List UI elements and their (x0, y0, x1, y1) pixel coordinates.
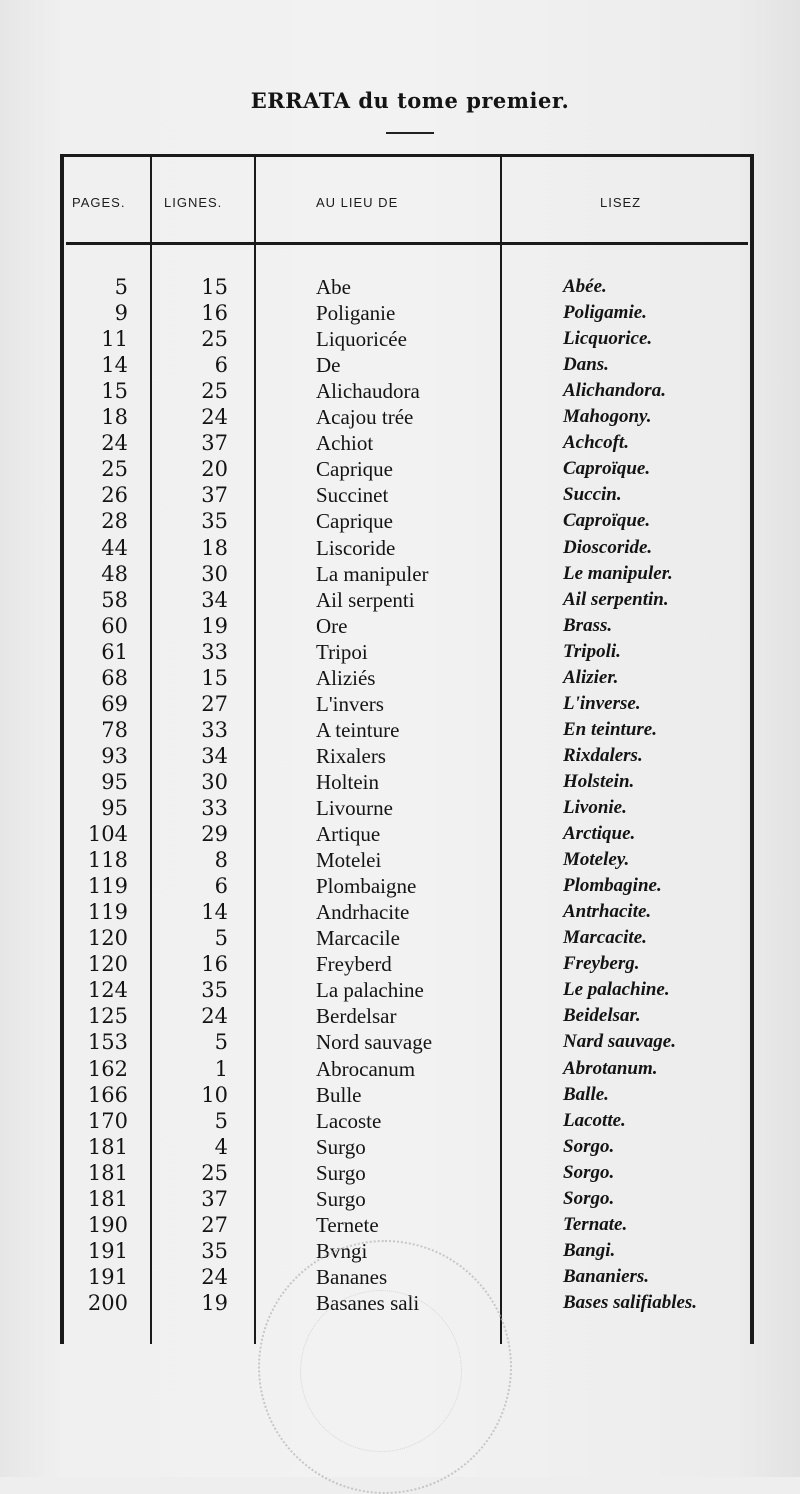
cell-ligne: 33 (201, 796, 228, 820)
table-row (0, 795, 800, 821)
cell-lisez: Achcoft. (563, 432, 629, 454)
cell-au-lieu-de: Caprique (316, 457, 393, 482)
cell-au-lieu-de: Lacoste (316, 1108, 382, 1133)
cell-ligne: 15 (201, 665, 228, 690)
cell-lisez: Moteley. (563, 849, 630, 871)
header-au-lieu-de: AU LIEU DE (316, 195, 399, 210)
page-title: ERRATA du tome premier. (250, 88, 570, 113)
table-row (0, 1056, 800, 1082)
cell-ligne: 33 (201, 639, 228, 664)
cell-ligne: 35 (201, 1238, 228, 1263)
cell-lisez: Caproïque. (563, 510, 651, 532)
cell-ligne: 6 (214, 353, 228, 378)
cell-lisez: Lacotte. (563, 1109, 626, 1131)
cell-page: 68 (101, 665, 128, 690)
cell-page: 44 (101, 535, 128, 560)
cell-lisez: L'inverse. (563, 692, 641, 714)
cell-lisez: Sorgo. (563, 1161, 615, 1183)
table-row (0, 1212, 800, 1238)
cell-page: 25 (101, 457, 128, 482)
cell-au-lieu-de: De (316, 353, 341, 378)
library-stamp-inner (300, 1290, 462, 1452)
table-row (0, 977, 800, 1003)
cell-au-lieu-de: Liscoride (316, 535, 396, 560)
table-row (0, 847, 800, 873)
cell-page: 93 (101, 743, 128, 768)
table-row (0, 326, 800, 352)
cell-page: 119 (87, 874, 128, 899)
cell-ligne: 24 (201, 1004, 228, 1029)
table-row (0, 1186, 800, 1212)
cell-lisez: Holstein. (563, 770, 635, 792)
table-row (0, 613, 800, 639)
cell-lisez: Livonie. (563, 797, 627, 818)
cell-au-lieu-de: La manipuler (316, 561, 429, 586)
cell-page: 124 (87, 978, 128, 1003)
cell-page: 60 (101, 613, 128, 638)
cell-au-lieu-de: A teinture (316, 717, 400, 742)
cell-au-lieu-de: Ail serpenti (316, 587, 415, 612)
cell-page: 120 (87, 952, 128, 977)
table-row (0, 1003, 800, 1029)
cell-page: 200 (87, 1290, 128, 1315)
cell-ligne: 6 (214, 874, 228, 899)
cell-ligne: 30 (201, 561, 228, 586)
cell-lisez: Ail serpentin. (563, 588, 669, 610)
cell-au-lieu-de: Bvngi (316, 1238, 368, 1263)
cell-ligne: 34 (201, 587, 228, 612)
cell-ligne: 10 (201, 1082, 228, 1107)
table-row (0, 1082, 800, 1108)
cell-page: 95 (101, 796, 128, 820)
table-row (0, 1160, 800, 1186)
cell-au-lieu-de: Abe (316, 275, 351, 299)
cell-au-lieu-de: Plombaigne (316, 874, 417, 899)
cell-lisez: Plombagine. (563, 875, 662, 897)
table-row (0, 873, 800, 899)
cell-ligne: 15 (201, 275, 228, 299)
table-row (0, 300, 800, 326)
cell-page: 15 (101, 379, 128, 404)
cell-lisez: Bananiers. (563, 1265, 650, 1287)
cell-au-lieu-de: Surgo (316, 1186, 366, 1211)
cell-au-lieu-de: Poliganie (316, 301, 396, 326)
cell-au-lieu-de: Abrocanum (316, 1056, 416, 1081)
cell-lisez: Ternate. (563, 1213, 628, 1235)
header-lignes: LIGNES. (164, 195, 223, 210)
cell-page: 120 (87, 926, 128, 951)
cell-au-lieu-de: Achiot (316, 431, 374, 456)
cell-ligne: 1 (214, 1056, 228, 1081)
cell-page: 58 (101, 587, 128, 612)
cell-ligne: 16 (201, 952, 228, 977)
cell-lisez: Le manipuler. (563, 562, 673, 584)
cell-au-lieu-de: Liquoricée (316, 327, 407, 352)
cell-page: 181 (87, 1186, 128, 1211)
cell-au-lieu-de: Artique (316, 822, 381, 847)
cell-ligne: 25 (201, 379, 228, 404)
cell-page: 14 (101, 353, 128, 378)
cell-au-lieu-de: Caprique (316, 509, 393, 534)
cell-ligne: 27 (201, 1212, 228, 1237)
cell-ligne: 24 (201, 1264, 228, 1289)
cell-page: 119 (87, 900, 128, 925)
table-row (0, 456, 800, 482)
cell-page: 11 (101, 327, 128, 352)
table-row (0, 274, 800, 300)
cell-ligne: 37 (201, 483, 228, 508)
cell-lisez: Poligamie. (563, 302, 647, 324)
table-row (0, 717, 800, 743)
cell-ligne: 25 (201, 1160, 228, 1185)
cell-lisez: Beidelsar. (563, 1005, 641, 1027)
cell-ligne: 5 (214, 1030, 228, 1055)
cell-page: 5 (114, 275, 128, 299)
cell-ligne: 34 (201, 743, 228, 768)
cell-lisez: Caproïque. (563, 458, 651, 480)
cell-lisez: Brass. (563, 614, 613, 636)
cell-ligne: 25 (201, 327, 228, 352)
cell-page: 61 (101, 639, 128, 664)
cell-ligne: 14 (201, 900, 228, 925)
cell-page: 9 (114, 301, 128, 326)
cell-lisez: Licquorice. (563, 328, 653, 350)
cell-page: 24 (101, 431, 128, 456)
header-pages: PAGES. (72, 195, 126, 210)
cell-lisez: Dioscoride. (563, 536, 653, 558)
cell-ligne: 35 (201, 509, 228, 534)
cell-ligne: 16 (201, 301, 228, 326)
cell-ligne: 8 (214, 848, 228, 873)
cell-lisez: Sorgo. (563, 1187, 615, 1209)
cell-au-lieu-de: Berdelsar (316, 1004, 397, 1029)
cell-au-lieu-de: Bulle (316, 1082, 362, 1107)
cell-au-lieu-de: Motelei (316, 848, 382, 873)
cell-lisez: Nard sauvage. (563, 1031, 676, 1053)
cell-lisez: Arctique. (563, 823, 636, 845)
table-row (0, 769, 800, 795)
cell-lisez: Rixdalers. (563, 744, 643, 766)
table-row (0, 1108, 800, 1134)
table-row (0, 378, 800, 404)
cell-ligne: 20 (201, 457, 228, 482)
cell-page: 118 (87, 848, 128, 873)
cell-page: 95 (101, 769, 128, 794)
table-row (0, 821, 800, 847)
table-row (0, 561, 800, 587)
table-row (0, 587, 800, 613)
table-row (0, 1134, 800, 1160)
cell-au-lieu-de: Tripoi (316, 639, 368, 664)
cell-au-lieu-de: Freyberd (316, 952, 392, 977)
cell-au-lieu-de: Holtein (316, 769, 379, 794)
cell-au-lieu-de: Surgo (316, 1134, 366, 1159)
cell-lisez: Bangi. (563, 1239, 616, 1261)
cell-ligne: 19 (201, 613, 228, 638)
table-row (0, 352, 800, 378)
cell-page: 162 (87, 1056, 128, 1081)
cell-page: 170 (87, 1108, 128, 1133)
table-row (0, 899, 800, 925)
cell-ligne: 4 (214, 1134, 228, 1159)
cell-page: 28 (101, 509, 128, 534)
table-row (0, 482, 800, 508)
cell-lisez: Bases salifiables. (563, 1291, 698, 1313)
cell-ligne: 24 (201, 405, 228, 430)
cell-au-lieu-de: Surgo (316, 1160, 366, 1185)
cell-au-lieu-de: La palachine (316, 978, 424, 1003)
cell-lisez: Alizier. (563, 666, 619, 688)
table-row (0, 691, 800, 717)
title-rule (386, 132, 434, 134)
cell-au-lieu-de: Livourne (316, 796, 393, 820)
table-row (0, 1029, 800, 1055)
cell-ligne: 18 (201, 535, 228, 560)
cell-page: 48 (101, 561, 128, 586)
cell-page: 153 (87, 1030, 128, 1055)
cell-lisez: Mahogony. (563, 406, 652, 428)
cell-page: 191 (87, 1238, 128, 1263)
table-row (0, 404, 800, 430)
cell-au-lieu-de: L'invers (316, 691, 384, 716)
cell-page: 181 (87, 1134, 128, 1159)
cell-lisez: Freyberg. (563, 953, 640, 975)
cell-ligne: 19 (201, 1290, 228, 1315)
cell-lisez: Balle. (563, 1083, 609, 1105)
cell-page: 166 (87, 1082, 128, 1107)
cell-page: 69 (101, 691, 128, 716)
table-row (0, 665, 800, 691)
cell-lisez: Tripoli. (563, 640, 621, 662)
header-rule (66, 242, 748, 245)
cell-lisez: Succin. (563, 484, 622, 506)
cell-ligne: 27 (201, 691, 228, 716)
cell-page: 191 (87, 1264, 128, 1289)
table-row (0, 743, 800, 769)
cell-ligne: 30 (201, 769, 228, 794)
cell-au-lieu-de: Ore (316, 613, 348, 638)
cell-au-lieu-de: Aliziés (316, 665, 376, 690)
cell-au-lieu-de: Rixalers (316, 743, 386, 768)
cell-page: 181 (87, 1160, 128, 1185)
cell-au-lieu-de: Alichaudora (316, 379, 420, 404)
cell-au-lieu-de: Basanes sali (316, 1290, 420, 1315)
cell-au-lieu-de: Andrhacite (316, 900, 410, 925)
cell-ligne: 29 (201, 822, 228, 847)
cell-page: 78 (101, 717, 128, 742)
cell-au-lieu-de: Marcacile (316, 926, 400, 951)
table-row (0, 951, 800, 977)
cell-lisez: Sorgo. (563, 1135, 615, 1157)
cell-lisez: Le palachine. (563, 979, 670, 1001)
cell-ligne: 33 (201, 717, 228, 742)
cell-lisez: En teinture. (563, 718, 657, 740)
cell-ligne: 35 (201, 978, 228, 1003)
cell-lisez: Marcacite. (563, 927, 647, 949)
cell-au-lieu-de: Nord sauvage (316, 1030, 433, 1055)
cell-page: 190 (87, 1212, 128, 1237)
table-row (0, 430, 800, 456)
cell-ligne: 5 (214, 1108, 228, 1133)
cell-lisez: Abrotanum. (563, 1057, 658, 1079)
cell-ligne: 37 (201, 1186, 228, 1211)
cell-ligne: 5 (214, 926, 228, 951)
cell-page: 26 (101, 483, 128, 508)
cell-lisez: Abée. (563, 276, 607, 297)
table-row (0, 535, 800, 561)
cell-page: 18 (101, 405, 128, 430)
cell-lisez: Alichandora. (563, 380, 666, 402)
cell-au-lieu-de: Succinet (316, 483, 389, 508)
cell-au-lieu-de: Bananes (316, 1264, 388, 1289)
cell-ligne: 37 (201, 431, 228, 456)
cell-lisez: Antrhacite. (563, 901, 652, 923)
cell-au-lieu-de: Acajou trée (316, 405, 414, 430)
table-row (0, 508, 800, 534)
cell-au-lieu-de: Ternete (316, 1212, 379, 1237)
header-lisez: LISEZ (600, 195, 642, 210)
cell-page: 125 (87, 1004, 128, 1029)
cell-lisez: Dans. (563, 354, 609, 376)
cell-page: 104 (87, 822, 128, 847)
table-row (0, 925, 800, 951)
table-row (0, 639, 800, 665)
